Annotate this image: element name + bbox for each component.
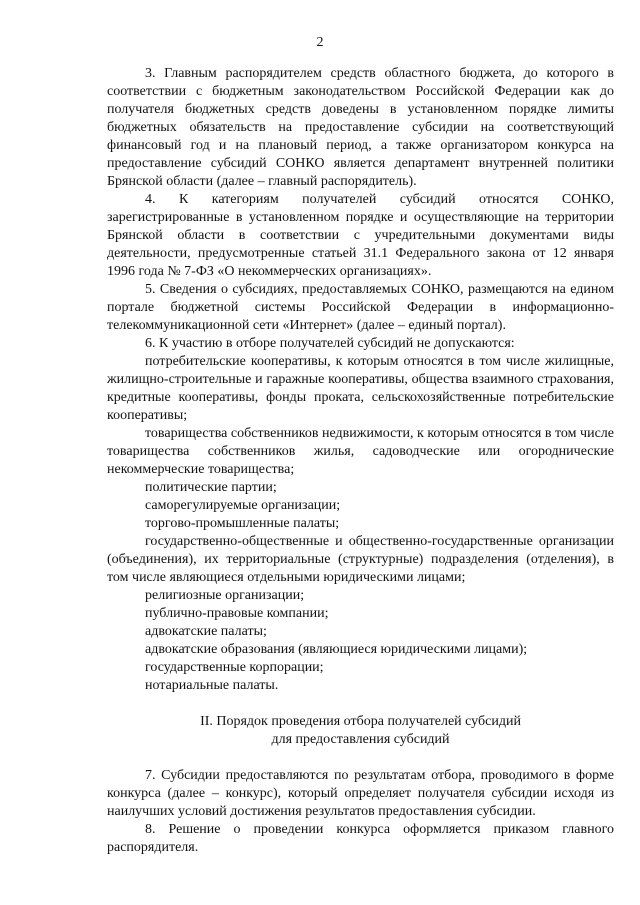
section-title bbox=[107, 713, 614, 749]
paragraph-6: 6. К участию в отборе получателей субсидий не допускаются: bbox=[145, 336, 515, 351]
paragraph-5: 5. Сведения о субсидиях, предоставляемых СОНКО, размещаются на едином портале бюджетной системы Российской Федерации в информационно-телекоммуникационной сети «Интернет» (далее – единый портал). bbox=[107, 282, 614, 333]
list-item: торгово-промышленные палаты; bbox=[145, 516, 340, 531]
list-item: товарищества собственников недвижимости, к которым относятся в том числе товарищества собственников жилья, садоводческие или огороднические некоммерческие товарищества; bbox=[107, 426, 614, 477]
list-item: государственные корпорации; bbox=[145, 660, 324, 675]
list-item: нотариальные палаты. bbox=[145, 678, 279, 693]
list-item: государственно-общественные и общественно-государственные организации (объединения), их территориальные (структурные) подразделения (отделения), в том числе являющиеся отдельными юридическими лицами; bbox=[107, 534, 614, 585]
list-item: религиозные организации; bbox=[145, 588, 305, 603]
document-body bbox=[107, 65, 614, 857]
exclusion-list bbox=[107, 353, 614, 695]
section-title-line-1: II. Порядок проведения отбора получателей субсидий bbox=[200, 714, 521, 729]
list-item: адвокатские палаты; bbox=[145, 624, 267, 639]
paragraph-7: 7. Субсидии предоставляются по результатам отбора, проводимого в форме конкурса (далее – конкурс), который определяет получателя субсидии исходя из наилучших условий достижения результатов предоставления субсидии. bbox=[107, 768, 614, 819]
section-title-line-2: для предоставления субсидий bbox=[271, 732, 450, 747]
list-item: политические партии; bbox=[145, 480, 277, 495]
page-number: 2 bbox=[316, 35, 324, 50]
list-item: публично-правовые компании; bbox=[145, 606, 329, 621]
paragraph-4: 4. К категориям получателей субсидий относятся СОНКО, зарегистрированные в установленном порядке и осуществляющие на территории Брянской области в соответствии с учредительными документами виды деятельности, предусмотренные статьей 31.1 Федерального закона от 12 января 1996 года № 7-ФЗ «О некоммерческих организациях». bbox=[107, 192, 614, 279]
paragraph-8: 8. Решение о проведении конкурса оформляется приказом главного распорядителя. bbox=[107, 822, 614, 855]
list-item: адвокатские образования (являющиеся юридическими лицами); bbox=[145, 642, 528, 657]
paragraph-3: 3. Главным распорядителем средств областного бюджета, до которого в соответствии с бюджетным законодательством Российской Федерации как до получателя бюджетных средств доведены в установленном порядке лимиты бюджетных обязательств на предоставление субсидии на соответствующий финансовый год и на плановый период, а также организатором конкурса на предоставление субсидий СОНКО является департамент внутренней политики Брянской области (далее – главный распорядитель). bbox=[107, 66, 614, 189]
list-item: саморегулируемые организации; bbox=[145, 498, 341, 513]
list-item: потребительские кооперативы, к которым относятся в том числе жилищные, жилищно-строительные и гаражные кооперативы, общества взаимного страхования, кредитные кооперативы, фонды проката, сельскохозяйственные потребительские кооперативы; bbox=[107, 354, 614, 423]
